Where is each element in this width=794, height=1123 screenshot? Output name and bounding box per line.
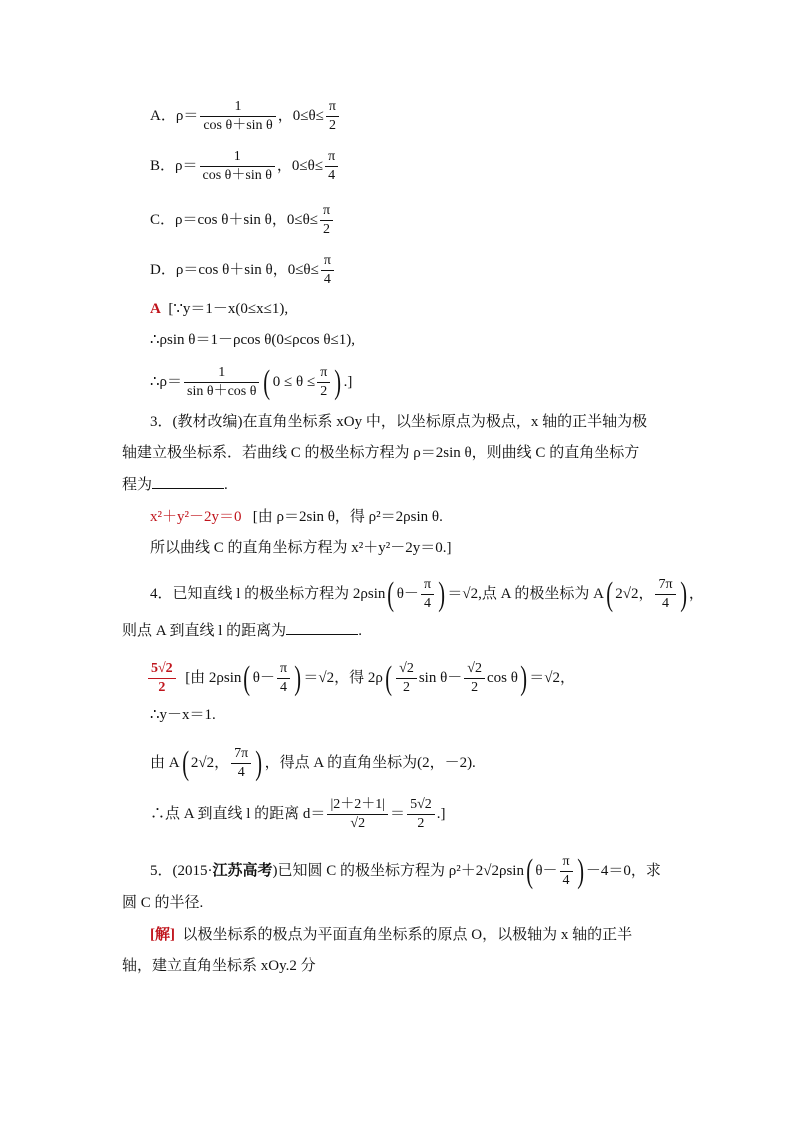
q4-answer-line-4	[150, 796, 446, 833]
right-paren: )	[294, 659, 302, 697]
answer-fraction	[231, 745, 251, 782]
answer-text: ∴点 A 到直线 l 的距离 d＝	[150, 805, 326, 822]
q4-line-1	[150, 576, 704, 613]
frac-num: π	[323, 253, 331, 268]
answer-value	[148, 660, 176, 697]
frac-num: 7π	[234, 746, 249, 761]
frac-den: 4	[655, 594, 675, 613]
frac-num: π	[328, 99, 336, 114]
question-fraction	[560, 853, 573, 890]
question-text: ＝√2,点 A 的极坐标为 A	[447, 585, 604, 602]
option-b	[150, 148, 340, 185]
answer-text: cos θ	[486, 669, 518, 686]
answer-range: 0 ≤ θ ≤	[272, 373, 316, 390]
answer-blank	[152, 474, 224, 489]
option-c-label: C．ρ＝cos θ＋sin θ，0≤θ≤	[150, 211, 319, 228]
answer-blank	[286, 620, 358, 635]
option-b-range-frac	[325, 148, 338, 185]
answer-text: ＝√2，	[529, 669, 575, 686]
option-b-fraction	[200, 148, 275, 185]
answer-fraction	[327, 796, 388, 833]
left-paren: (	[606, 575, 613, 613]
frac-den: 2	[407, 814, 435, 833]
answer-text: ∴ρsin θ＝1－ρcos θ(0≤ρcos θ≤1),	[150, 332, 356, 348]
question-fraction	[655, 576, 675, 613]
left-paren: (	[385, 659, 392, 697]
question-text: 4．已知直线 l 的极坐标方程为 2ρsin	[150, 585, 386, 602]
q4-answer-line-1	[146, 660, 575, 697]
frac-num: 5√2	[410, 797, 432, 812]
frac-num: √2	[467, 661, 482, 676]
question-text: θ－	[396, 585, 419, 602]
frac-num: π	[279, 661, 288, 676]
q2-answer-line-2	[150, 330, 355, 350]
frac-den: 2	[464, 678, 485, 697]
solution-text: 轴，建立直角坐标系 xOy.2 分	[122, 958, 316, 974]
answer-fraction	[184, 364, 259, 401]
question-text: θ－	[535, 862, 558, 879]
frac-den: 4	[321, 270, 334, 289]
frac-den: 4	[325, 166, 338, 185]
frac-num: 5√2	[151, 661, 173, 676]
left-paren: (	[526, 852, 534, 890]
answer-text: θ－	[252, 669, 275, 686]
q4-answer-line-3	[150, 745, 476, 782]
answer-text: ＝√2，得 2ρ	[303, 669, 383, 686]
q2-answer-line-3	[150, 364, 352, 401]
answer-text: ＝	[390, 805, 406, 822]
option-d	[150, 252, 336, 289]
answer-text: sin θ－	[418, 669, 463, 686]
question-fraction	[421, 576, 434, 613]
frac-num: π	[320, 365, 328, 380]
answer-fraction	[396, 660, 417, 697]
answer-text: 由 A	[150, 754, 180, 771]
frac-den: 2	[396, 678, 417, 697]
right-paren: )	[576, 852, 584, 890]
frac-den: √2	[327, 814, 388, 833]
right-paren: )	[255, 744, 263, 782]
answer-fraction	[464, 660, 485, 697]
q3-answer-line-1	[150, 507, 443, 527]
answer-text: ∴y－x＝1.	[150, 707, 216, 723]
left-paren: (	[387, 575, 395, 613]
frac-num: √2	[399, 661, 414, 676]
question-text: ，	[688, 585, 704, 602]
answer-text: .]	[436, 805, 446, 822]
answer-text: [由 2ρsin	[185, 669, 242, 686]
frac-num: 7π	[658, 577, 673, 592]
answer-text: .]	[343, 373, 353, 390]
frac-num: |2＋2＋1|	[330, 797, 386, 812]
frac-num: π	[323, 203, 331, 218]
frac-num: π	[328, 149, 336, 164]
option-a-label: A．ρ＝	[150, 107, 199, 124]
right-paren: )	[438, 575, 446, 613]
option-a-range-frac	[326, 98, 339, 135]
answer-text: ，得点 A 的直角坐标为(2，－2).	[264, 754, 476, 771]
frac-den: 2	[148, 678, 176, 697]
frac-den: sin θ＋cos θ	[184, 382, 259, 401]
question-text: 则点 A 到直线 l 的距离为	[122, 623, 287, 639]
question-text: 2√2，	[615, 585, 654, 602]
frac-den: 2	[320, 220, 333, 239]
left-paren: (	[181, 744, 189, 782]
q5-solution-line-2	[122, 956, 316, 976]
q5-solution-line-1	[150, 925, 632, 945]
frac-den: 4	[277, 678, 290, 697]
q3-line-2	[122, 443, 639, 463]
right-paren: )	[679, 575, 687, 613]
right-paren: )	[334, 363, 342, 401]
left-paren: (	[243, 659, 251, 697]
frac-den: cos θ＋sin θ	[200, 166, 275, 185]
frac-den: 4	[560, 871, 573, 890]
frac-num: 1	[218, 365, 226, 380]
option-b-range: ，0≤θ≤	[276, 157, 324, 174]
frac-num: 1	[234, 99, 242, 114]
frac-den: 2	[326, 116, 339, 135]
answer-value: x²＋y²－2y＝0	[150, 509, 242, 525]
option-d-label: D．ρ＝cos θ＋sin θ，0≤θ≤	[150, 261, 319, 278]
q5-line-2	[122, 893, 203, 913]
question-text: 程为	[122, 477, 153, 493]
solution-text: 以极坐标系的极点为平面直角坐标系的原点 O，以极轴为 x 轴的正半	[182, 927, 633, 943]
question-text: )已知圆 C 的极坐标方程为 ρ²＋2√2ρsin	[272, 862, 524, 879]
option-b-label: B．ρ＝	[150, 157, 198, 174]
q4-answer-line-2	[150, 705, 216, 725]
answer-text: [∵y＝1－x(0≤x≤1),	[168, 301, 289, 317]
option-c-range-frac	[320, 202, 333, 239]
answer-text: [由 ρ＝2sin θ，得 ρ²＝2ρsin θ.	[252, 509, 443, 525]
answer-text: ∴ρ＝	[150, 373, 183, 390]
frac-den: 4	[231, 763, 251, 782]
question-text: －4＝0，求	[585, 862, 661, 879]
question-text: .	[224, 477, 228, 493]
answer-text: 所以曲线 C 的直角坐标方程为 x²＋y²－2y＝0.]	[150, 540, 452, 556]
answer-letter: A	[150, 301, 161, 317]
q3-line-1	[150, 412, 647, 432]
q2-answer-line-1	[150, 299, 288, 319]
question-text: 圆 C 的半径.	[122, 895, 204, 911]
q5-line-1	[150, 853, 661, 890]
q3-answer-line-2	[150, 538, 452, 558]
frac-num: 1	[233, 149, 241, 164]
option-d-range-frac	[321, 252, 334, 289]
answer-fraction	[407, 796, 435, 833]
question-text: 5．(2015·	[150, 862, 213, 879]
option-a-fraction	[200, 98, 275, 135]
q3-line-3	[122, 474, 228, 495]
answer-fraction	[277, 660, 290, 697]
q4-line-2	[122, 620, 362, 641]
frac-den: 2	[317, 382, 330, 401]
question-text: 3．(教材改编)在直角坐标系 xOy 中，以坐标原点为极点，x 轴的正半轴为极	[150, 414, 648, 430]
left-paren: (	[263, 363, 271, 401]
frac-num: π	[562, 854, 570, 869]
option-c	[150, 202, 335, 239]
frac-den: 4	[421, 594, 434, 613]
option-a	[150, 98, 341, 135]
frac-num: π	[423, 577, 432, 592]
right-paren: )	[520, 659, 527, 697]
answer-range-frac	[317, 364, 330, 401]
question-text: 轴建立极坐标系．若曲线 C 的极坐标方程为 ρ＝2sin θ，则曲线 C 的直角坐标方	[122, 445, 640, 461]
answer-text: 2√2，	[190, 754, 230, 771]
question-text: .	[358, 623, 362, 639]
frac-den: cos θ＋sin θ	[200, 116, 275, 135]
option-a-range: ，0≤θ≤	[277, 107, 324, 124]
question-source: 江苏高考	[212, 862, 273, 879]
solution-tag: [解]	[150, 927, 175, 943]
